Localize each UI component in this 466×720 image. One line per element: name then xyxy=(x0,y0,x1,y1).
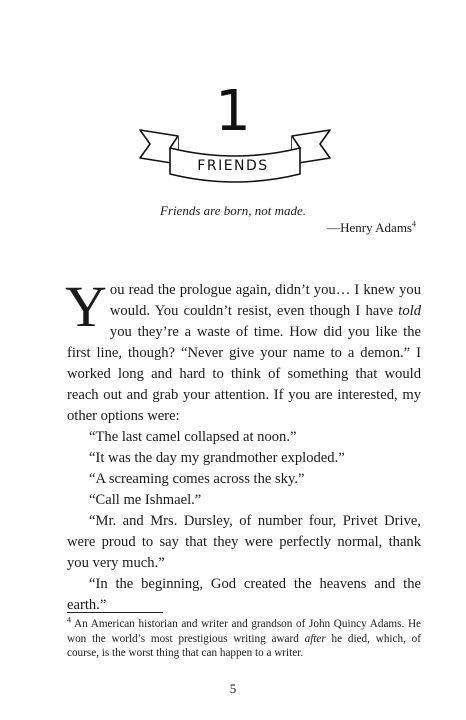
page-number: 5 xyxy=(229,681,237,696)
footnote-text: An American historian and writer and grandson of John Quincy Adams. He won the world’s most prestigious writing award xyxy=(67,618,421,645)
epigraph-quote: Friends are born, not made. xyxy=(159,203,307,218)
body-text xyxy=(65,274,421,616)
chapter-title: FRIENDS xyxy=(197,158,269,174)
footnote xyxy=(67,617,421,661)
footnote-reference: 4 xyxy=(412,219,416,229)
drop-cap: Y xyxy=(65,274,107,339)
paragraph-text: you they’re a waste of time. How did you like the first line, though? “Never give your name to a demon.” I worked long and hard to think of something that would reach out and grab your attention. If you are interested, my other options were: xyxy=(67,324,421,424)
footnote-mark: 4 xyxy=(67,615,71,625)
epigraph-author xyxy=(327,220,416,236)
emphasis-text: told xyxy=(398,303,421,319)
chapter-number: 1 xyxy=(215,79,251,144)
paragraph-text: ou read the prologue again, didn’t you… I knew you would. You couldn’t resist, even though I have xyxy=(109,282,421,319)
footnote-divider xyxy=(67,612,163,613)
footnote-emphasis: after xyxy=(304,632,326,645)
option-line: “Mr. and Mrs. Dursley, of number four, Privet Drive, were proud to say that they were perfectly normal, thank you very much.” xyxy=(67,513,421,571)
option-line: “Call me Ishmael.” xyxy=(89,492,202,508)
opening-paragraph xyxy=(65,274,421,427)
option-line: “In the beginning, God created the heavens and the earth.” xyxy=(67,576,421,613)
option-line: “It was the day my grandmother exploded.” xyxy=(89,450,345,466)
option-line: “The last camel collapsed at noon.” xyxy=(89,429,297,445)
option-line: “A screaming comes across the sky.” xyxy=(89,471,305,487)
epigraph-author-name: —Henry Adams xyxy=(327,220,412,235)
footnote-text: he died, which, of course, is the worst thing that can happen to a writer. xyxy=(67,632,422,659)
